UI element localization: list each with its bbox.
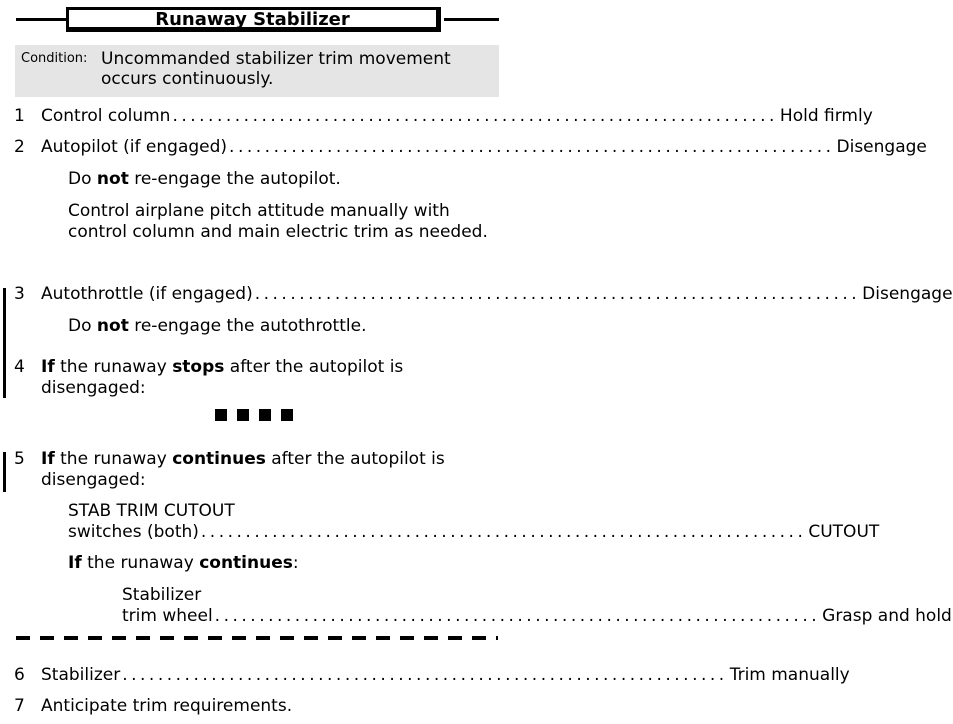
revision-bar [3, 288, 6, 398]
step-number: 3 [14, 284, 25, 304]
step-item: Stabilizer [41, 665, 121, 685]
step-5-condition: If the runaway continues after the autopilot is [41, 449, 445, 469]
step-3-note: Do not re-engage the autothrottle. [68, 316, 367, 336]
step-action: Hold firmly [779, 106, 873, 126]
condition-label: Condition: [21, 51, 88, 66]
dot-leader: .................................................................... [200, 522, 807, 542]
step-action: Disengage [836, 137, 927, 157]
title-rule-right [444, 18, 499, 21]
step-number: 2 [14, 137, 25, 157]
trim-wheel-item-line-1: Stabilizer [122, 585, 202, 605]
step-7: Anticipate trim requirements. [41, 696, 293, 716]
step-action: Grasp and hold [822, 606, 952, 626]
dot-leader: .................................................................... [214, 606, 821, 626]
cutout-switch-step [68, 522, 880, 543]
step-number: 6 [14, 665, 25, 685]
step-1 [41, 106, 873, 127]
step-number: 1 [14, 106, 25, 126]
step-item: Autopilot (if engaged) [41, 137, 228, 157]
dashed-divider [16, 636, 498, 640]
dot-leader: .................................................................... [229, 137, 835, 157]
step-action: CUTOUT [808, 522, 880, 542]
step-number: 5 [14, 449, 25, 469]
step-4-condition-line-2: disengaged: [41, 378, 146, 398]
step-item: Autothrottle (if engaged) [41, 284, 253, 304]
step-action: Trim manually [729, 665, 850, 685]
step-number: 7 [14, 696, 25, 716]
condition-box [15, 45, 499, 97]
revision-bar [3, 452, 6, 492]
cutout-switch-item-line-1: STAB TRIM CUTOUT [68, 501, 235, 521]
step-action: Disengage [862, 284, 953, 304]
step-6 [41, 665, 850, 686]
step-5-condition-line-2: disengaged: [41, 470, 146, 490]
checklist-title: Runaway Stabilizer [66, 7, 441, 32]
step-2 [41, 137, 927, 158]
step-item: switches (both) [68, 522, 199, 542]
dot-leader: .................................................................... [122, 665, 728, 685]
step-number: 4 [14, 357, 25, 377]
step-4-condition: If the runaway stops after the autopilot is [41, 357, 404, 377]
trim-wheel-step [122, 606, 952, 627]
step-2-note-2: Control airplane pitch attitude manually with control column and main electric trim as needed. [68, 201, 488, 242]
step-item: trim wheel [122, 606, 213, 626]
condition-text: Uncommanded stabilizer trim movement occurs continuously. [101, 49, 451, 89]
step-3 [41, 284, 953, 305]
step-5-sub-condition: If the runaway continues: [68, 553, 299, 573]
end-of-branch-marker [210, 406, 298, 427]
step-item: Control column [41, 106, 171, 126]
step-2-note-1: Do not re-engage the autopilot. [68, 169, 341, 189]
dot-leader: .................................................................... [254, 284, 861, 304]
dot-leader: .................................................................... [172, 106, 778, 126]
title-rule-left [16, 18, 68, 21]
